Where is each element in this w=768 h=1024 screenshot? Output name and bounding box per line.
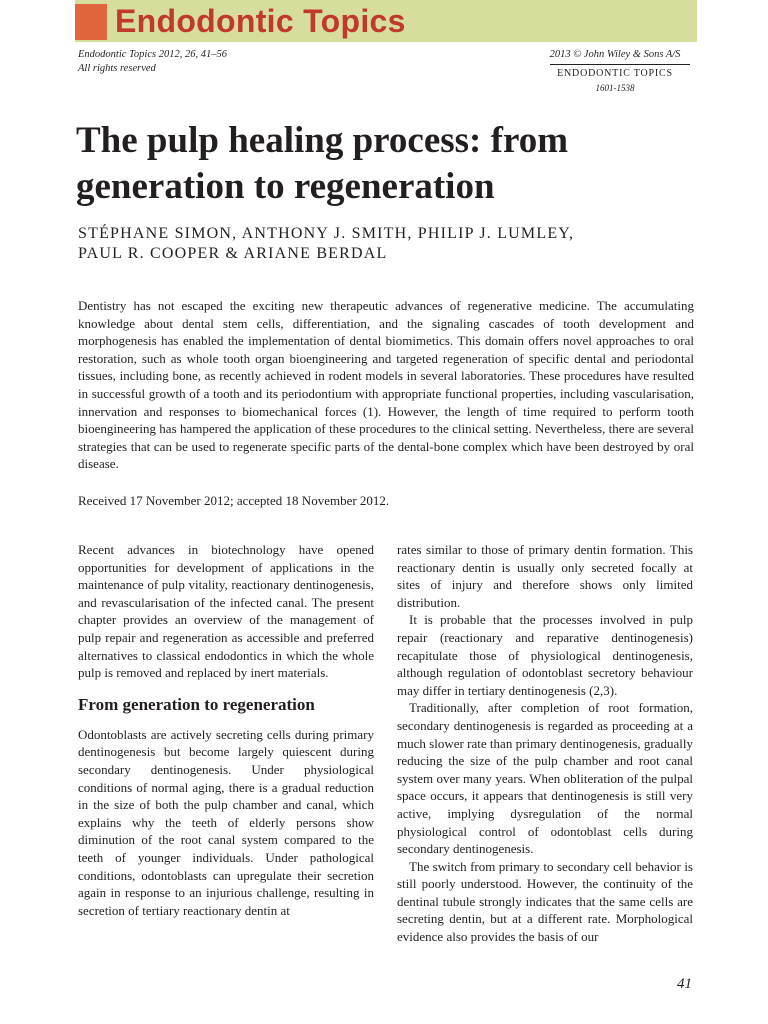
journal-citation: Endodontic Topics 2012, 26, 41–56 <box>78 49 227 60</box>
header-rule <box>550 64 690 65</box>
copyright-notice: 2013 © John Wiley & Sons A/S <box>549 49 681 60</box>
paragraph: The switch from primary to secondary cell behavior is still poorly understood. However, the continuity of the dentinal tubule strongly indicates that the same cells are secreting dentin, but at a different rate. Morphological evidence also provides the basis of our <box>397 858 693 945</box>
section-heading: From generation to regeneration <box>78 694 315 714</box>
received-dates: Received 17 November 2012; accepted 18 November 2012. <box>78 493 390 508</box>
author-list <box>78 224 698 264</box>
banner-accent-block <box>75 4 107 40</box>
journal-name: Endodontic Topics <box>115 3 406 39</box>
issn: 1601-1538 <box>595 83 635 93</box>
paragraph: It is probable that the processes involved in pulp repair (reactionary and reparative dentinogenesis) recapitulate those of physiological dentinogenesis, although regulation of odontoblast secretory behaviour may differ in tertiary dentinogenesis (2,3). <box>397 612 693 698</box>
copyright-block <box>540 48 690 95</box>
body-column-left <box>78 541 374 919</box>
journal-header-title: ENDODONTIC TOPICS <box>557 68 673 79</box>
paragraph: rates similar to those of primary dentin formation. This reactionary dentin is usually only secreted focally at sites of injury and therefore shows only limited distribution. <box>397 542 693 610</box>
citation-block <box>78 48 227 76</box>
body-column-right <box>397 541 693 946</box>
journal-banner <box>75 0 697 42</box>
article-title: The pulp healing process: from generation to regeneration <box>76 120 569 207</box>
paragraph: Recent advances in biotechnology have opened opportunities for development of applications in the maintenance of pulp vitality, reactionary dentinogenesis, and revascularisation of the infected canal. The present chapter provides an overview of the management of pulp repair and regeneration as accessible and preferred alternatives to classical endodontics in which the whole pulp is removed and replaced by inert materials. <box>78 542 374 681</box>
authors-line-2: PAUL R. COOPER & ARIANE BERDAL <box>78 245 388 262</box>
page-number: 41 <box>677 976 692 992</box>
rights-notice: All rights reserved <box>78 63 156 74</box>
paragraph: Odontoblasts are actively secreting cells during primary dentinogenesis but become largely quiescent during secondary dentinogenesis. Under physiological conditions of normal aging, there is a gradual reduction in the size of both the pulp chamber and canal, which explains why the teeth of elderly persons show diminution of the root canal system compared to the teeth of younger individuals. Under pathological conditions, odontoblasts can upregulate their secretion again in response to an injurious challenge, resulting in secretion of tertiary reactionary dentin at <box>78 726 374 918</box>
abstract: Dentistry has not escaped the exciting new therapeutic advances of regenerative medicine. The accumulating knowledge about dental stem cells, differentiation, and the signaling cascades of tooth development and morphogenesis has enabled the implementation of dental biomimetics. This domain offers novel approaches to oral restoration, such as whole tooth organ bioengineering and targeted regeneration of specific dental and periodontal tissues, including bone, as recently achieved in rodent models in several laboratories. These procedures have resulted in successful growth of a tooth and its periodontium with appropriate functional properties, including vascularisation, innervation and responses to biomechanical forces (1). However, the length of time required to perform tooth bioengineering has hampered the application of these procedures to the clinical setting. Nevertheless, there are several strategies that can be used to regenerate specific parts of the dental-bone complex which have been destroyed by oral disease. <box>78 298 694 472</box>
paragraph: Traditionally, after completion of root formation, secondary dentinogenesis is regarded as proceeding at a much slower rate than primary dentinogenesis, gradually reducing the size of the pulp chamber and root canal system over many years. When obliteration of the pulpal space occurs, it appears that dentinogenesis is still very active, implying dysregulation of the normal physiological control of odontoblast cells during secondary dentinogenesis. <box>397 700 693 857</box>
authors-line-1: STÉPHANE SIMON, ANTHONY J. SMITH, PHILIP J. LUMLEY, <box>78 225 575 242</box>
